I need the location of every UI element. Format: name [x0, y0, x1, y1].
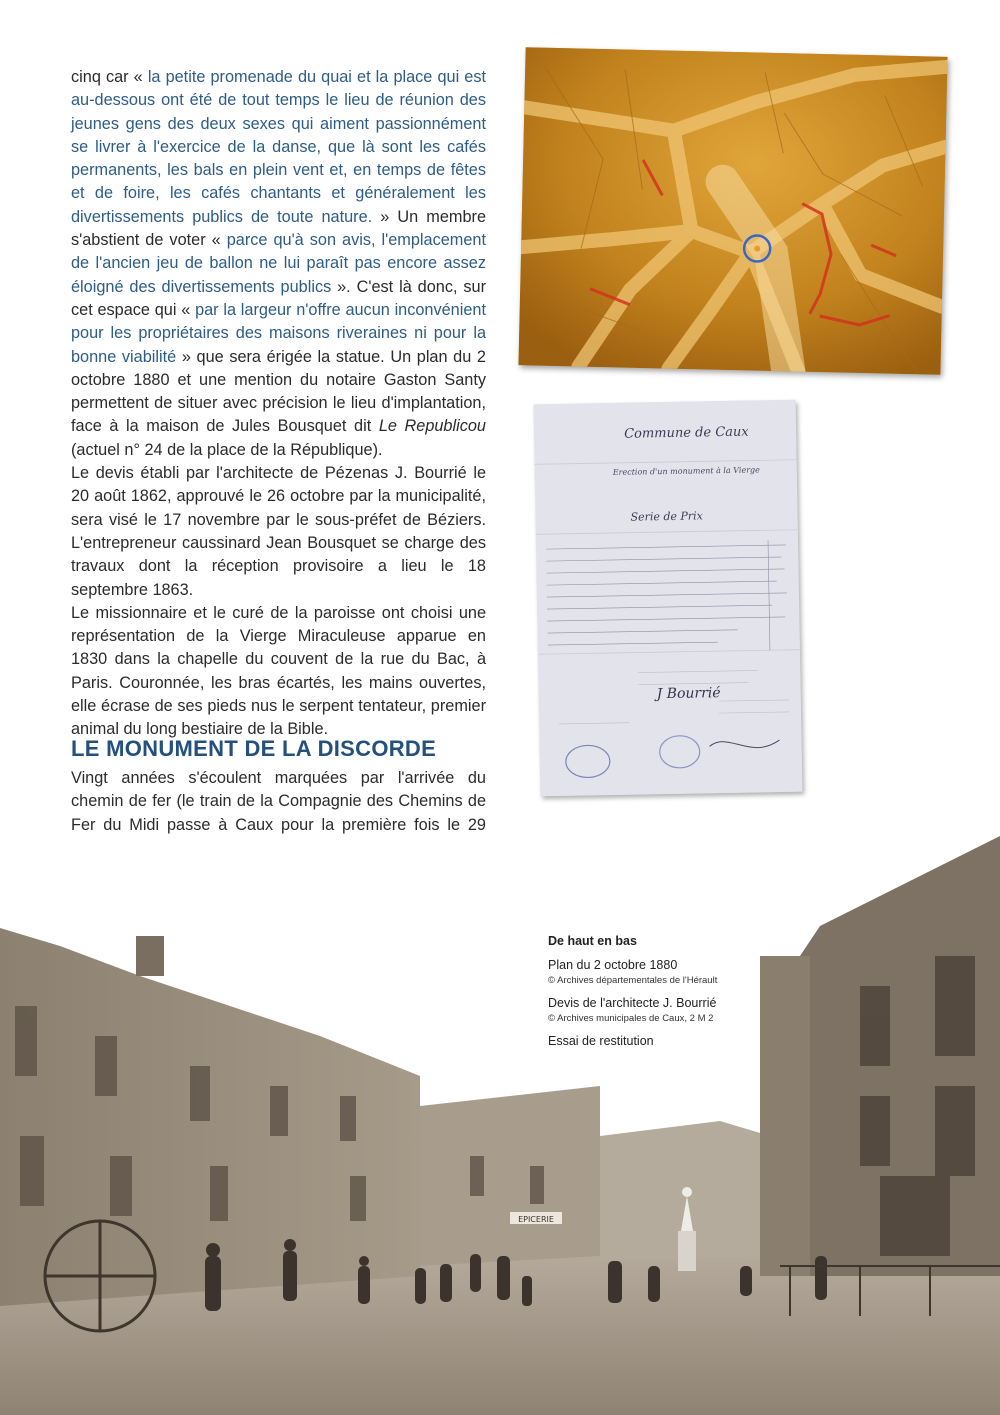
text-run: » que sera érigée la statue. Un plan du 2 octobre 1880 et une mention du notaire Gaston Santy permettent de situer avec précision le lieu d'implantation, face à la maison de Jules Bousquet dit [71, 347, 486, 436]
section-heading: LE MONUMENT DE LA DISCORDE [71, 736, 437, 761]
quote-2: parce qu'à son avis, l'emplacement de l'ancien jeu de ballon ne lui paraît pas encore assez éloigné des divertissements publics [71, 231, 486, 296]
paragraph-2: Le devis établi par l'architecte de Pézenas J. Bourrié le 20 août 1862, approuvé le 26 octobre par la municipalité, sera visé le 17 novembre par le sous-préfet de Béziers. L'entrepreneur caussinard Jean Bousquet se charge des travaux dont la réception provisoire a lieu le 18 septembre 1863. [71, 464, 486, 599]
devis-signature: J Bourrié [656, 685, 721, 703]
devis-subtitle: Erection d'un monument à la Vierge [612, 465, 760, 477]
map-drawing [518, 47, 947, 374]
italic-name: Le Republicou [378, 417, 486, 436]
caption-restitution: Essai de restitution [548, 1034, 654, 1048]
credit-map: © Archives départementales de l'Hérault [548, 975, 718, 986]
map-image [518, 47, 947, 374]
street-drawing [0, 836, 1000, 1415]
street-photo [0, 836, 1000, 1415]
text-run: cinq car « [71, 68, 148, 86]
image-captions [548, 934, 758, 1048]
quote-1: la petite promenade du quai et la place qui est au-dessous ont été de tout temps le lieu de réunion des jeunes gens des deux sexes qui aiment passionnément se livrer à l'exercice de la danse, que là sont les cafés permanents, les bals en plein vent et, en temps de fêtes et de foire, les cafés chantants et généralement les divertissements publics de toute nature. [71, 68, 486, 226]
paragraph-1 [71, 66, 486, 462]
text-run: (actuel n° 24 de la place de la République). [71, 440, 383, 459]
caption-devis: Devis de l'architecte J. Bourrié [548, 996, 717, 1010]
shop-sign: EPICERIE [518, 1215, 554, 1224]
paragraph-3: Le missionnaire et le curé de la paroisse ont choisi une représentation de la Vierge Miraculeuse apparue en 1830 dans la chapelle du couvent de la rue du Bac, à Paris. Couronnée, les bras écartés, les mains ouvertes, elle écrase de ses pieds nus le serpent tentateur, premier animal du long bestiaire de la Bible. [71, 603, 486, 739]
devis-drawing [534, 400, 803, 797]
credit-devis: © Archives municipales de Caux, 2 M 2 [548, 1013, 714, 1024]
body-text [71, 66, 486, 742]
caption-map: Plan du 2 octobre 1880 [548, 958, 678, 972]
devis-image [534, 400, 803, 797]
devis-title: Commune de Caux [624, 424, 749, 442]
text-run: » Un membre s'abstient de voter « [71, 207, 486, 250]
devis-series: Serie de Prix [630, 509, 703, 524]
quote-3: par la largeur n'offre aucun inconvénient pour les propriétaires des maisons riveraines ni pour la bonne viabilité [71, 300, 486, 366]
section-paragraph-1: Vingt années s'écoulent marquées par l'arrivée du chemin de fer (le train de la Compagnie des Chemins de Fer du Midi passe à Caux pour la première fois le 29 [71, 769, 486, 834]
text-run: ». C'est là donc, sur cet espace qui « [71, 277, 486, 319]
captions-heading: De haut en bas [548, 934, 637, 948]
